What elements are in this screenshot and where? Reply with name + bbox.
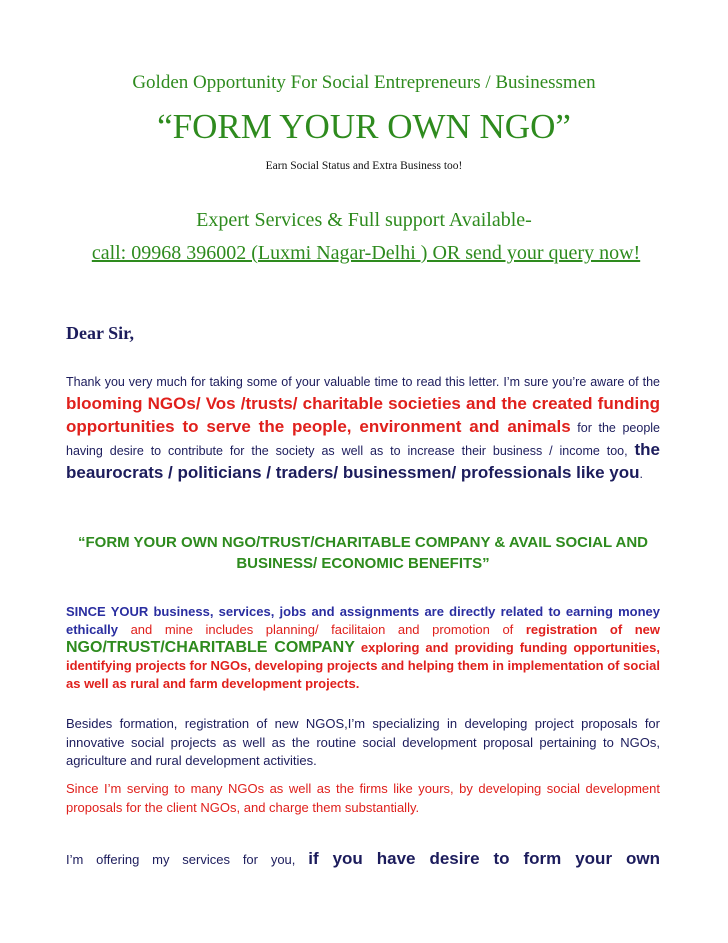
contact-line: call: 09968 396002 (Luxmi Nagar-Delhi ) OR send your query now! <box>91 242 641 264</box>
since-text-2: and mine includes planning/ facilitaion and promotion of <box>118 622 526 637</box>
tagline: Golden Opportunity For Social Entrepreneurs / Businessmen <box>132 72 596 93</box>
intro-text-2: for the people having desire to contribute for the society as well as to increase their business / income too, <box>66 421 661 458</box>
serving-paragraph: Since I’m serving to many NGOs as well as the firms like yours, by developing social development proposals for the client NGOs, and charge them substantially. <box>66 781 660 815</box>
banner-heading: “FORM YOUR OWN NGO/TRUST/CHARITABLE COMPANY & AVAIL SOCIAL AND BUSINESS/ ECONOMIC BENEFITS” <box>78 534 648 572</box>
salutation: Dear Sir, <box>66 323 135 343</box>
intro-text-3: . <box>639 467 643 481</box>
offer-paragraph <box>66 848 660 871</box>
page-title: “FORM YOUR OWN NGO” <box>157 107 571 146</box>
intro-highlight-ngos: blooming NGOs/ Vos /trusts/ charitable societies and the created funding opportunities to serve the people, environment and animals <box>66 394 660 436</box>
since-text-1: SINCE YOUR business, services, jobs and assignments are directly related to earning money ethically <box>66 604 660 637</box>
offer-text-1: I’m offering my services for you, <box>66 852 309 867</box>
offer-highlight: if you have desire to form your own <box>308 849 660 868</box>
intro-highlight-audience: the beaurocrats / politicians / traders/ businessmen/ professionals like you <box>66 440 660 482</box>
services-heading: Expert Services & Full support Available- <box>196 209 532 231</box>
since-highlight-ngo: NGO/TRUST/CHARITABLE COMPANY <box>66 639 355 656</box>
subtitle: Earn Social Status and Extra Business too! <box>265 160 463 172</box>
intro-text-1: Thank you very much for taking some of your valuable time to read this letter. I’m sure you’re aware of the <box>66 375 660 389</box>
since-text-4: exploring and providing funding opportunities, identifying projects for NGOs, developing projects and helping them in implementation of social as well as rural and farm development projects. <box>66 640 660 691</box>
since-paragraph <box>66 603 660 693</box>
besides-paragraph: Besides formation, registration of new NGOS,I’m specializing in developing project proposals for innovative social projects as well as the routine social development proposal pertaining to NGOs, agriculture and rural development activities. <box>66 716 660 768</box>
since-text-3: registration of new <box>525 622 661 637</box>
intro-paragraph <box>66 372 660 485</box>
